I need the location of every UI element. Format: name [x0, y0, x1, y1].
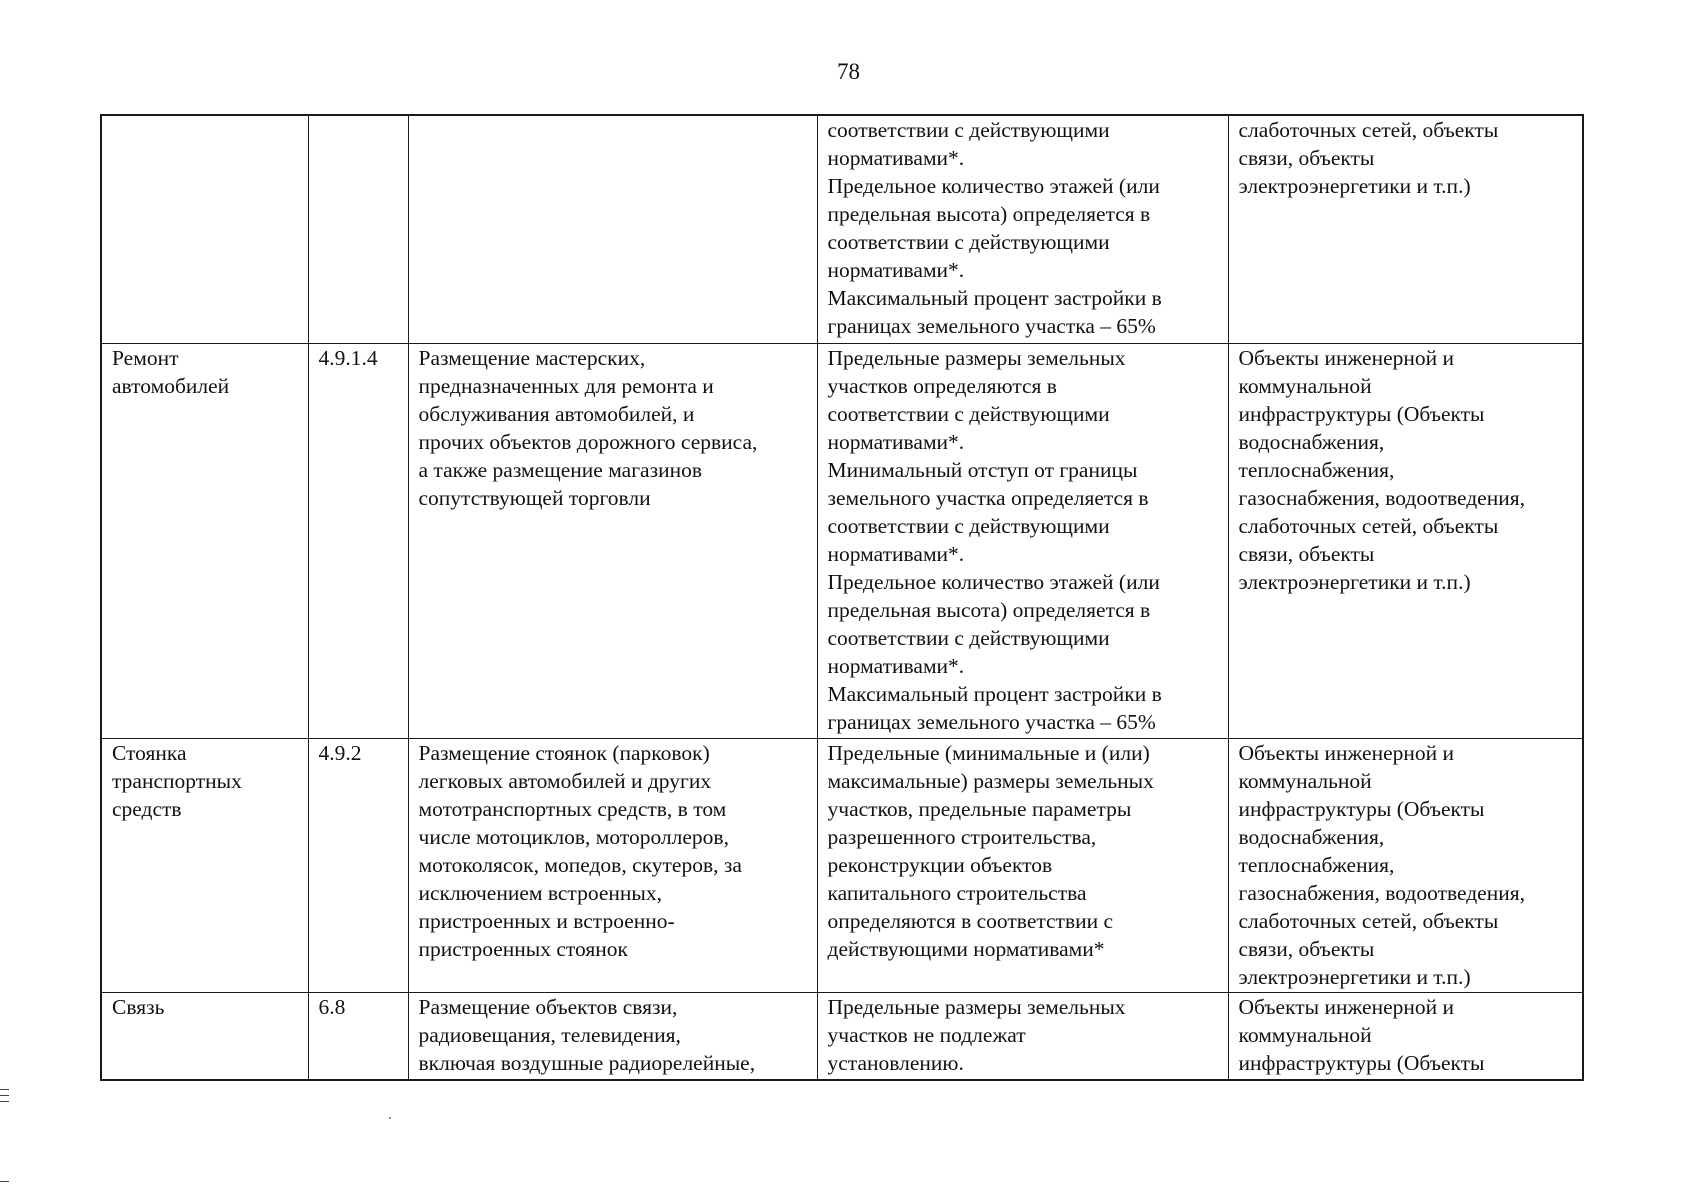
use-type-cell: Ремонт автомобилей — [101, 343, 308, 738]
table-row — [101, 343, 1583, 738]
parameters-cell: Предельные размеры земельных участков не подлежат установлению. — [817, 992, 1228, 1080]
scan-margin-mark — [0, 1101, 9, 1102]
auxiliary-cell: Объекты инженерной и коммунальной инфраструктуры (Объекты водоснабжения, теплоснабжения, газоснабжения, водоотведения, слаботочных сетей, объекты связи, объекты электроэнергетики и т.п.) — [1228, 343, 1583, 738]
parameters-cell: Предельные размеры земельных участков определяются в соответствии с действующими нормативами*. Минимальный отступ от границы земельного участка определяется в соответствии с действующими нормативами*. Предельное количество этажей (или предельная высота) определяется в соответствии с действующими нормативами*. Максимальный процент застройки в границах земельного участка – 65% — [817, 343, 1228, 738]
description-cell: Размещение стоянок (парковок) легковых автомобилей и других мототранспортных средств, в том числе мотоциклов, мотороллеров, мотоколясок, мопедов, скутеров, за исключением встроенных, пристроенных и встроенно- пристроенных стоянок — [408, 738, 817, 992]
parameters-cell: соответствии с действующими нормативами*. Предельное количество этажей (или предельная высота) определяется в соответствии с действующими нормативами*. Максимальный процент застройки в границах земельного участка – 65% — [817, 115, 1228, 343]
description-cell — [408, 115, 817, 343]
scan-margin-mark — [0, 1089, 9, 1090]
scan-speck — [389, 1117, 391, 1119]
code-cell — [308, 115, 408, 343]
scan-margin-mark — [0, 1181, 9, 1182]
table-row — [101, 738, 1583, 992]
auxiliary-cell: Объекты инженерной и коммунальной инфраструктуры (Объекты водоснабжения, теплоснабжения, газоснабжения, водоотведения, слаботочных сетей, объекты связи, объекты электроэнергетики и т.п.) — [1228, 738, 1583, 992]
table-row — [101, 992, 1583, 1080]
parameters-cell: Предельные (минимальные и (или) максимальные) размеры земельных участков, предельные параметры разрешенного строительства, реконструкции объектов капитального строительства определяются в соответствии с действующими нормативами* — [817, 738, 1228, 992]
code-cell: 4.9.2 — [308, 738, 408, 992]
auxiliary-cell: слаботочных сетей, объекты связи, объекты электроэнергетики и т.п.) — [1228, 115, 1583, 343]
description-cell: Размещение мастерских, предназначенных для ремонта и обслуживания автомобилей, и прочих объектов дорожного сервиса, а также размещение магазинов сопутствующей торговли — [408, 343, 817, 738]
table-row — [101, 115, 1583, 343]
page-number: 78 — [837, 59, 860, 84]
use-type-cell: Связь — [101, 992, 308, 1080]
scan-margin-mark — [0, 1095, 9, 1096]
code-cell: 4.9.1.4 — [308, 343, 408, 738]
land-use-table — [100, 114, 1584, 1081]
code-cell: 6.8 — [308, 992, 408, 1080]
auxiliary-cell: Объекты инженерной и коммунальной инфраструктуры (Объекты — [1228, 992, 1583, 1080]
use-type-cell — [101, 115, 308, 343]
description-cell: Размещение объектов связи, радиовещания, телевидения, включая воздушные радиорелейные, — [408, 992, 817, 1080]
use-type-cell: Стоянка транспортных средств — [101, 738, 308, 992]
